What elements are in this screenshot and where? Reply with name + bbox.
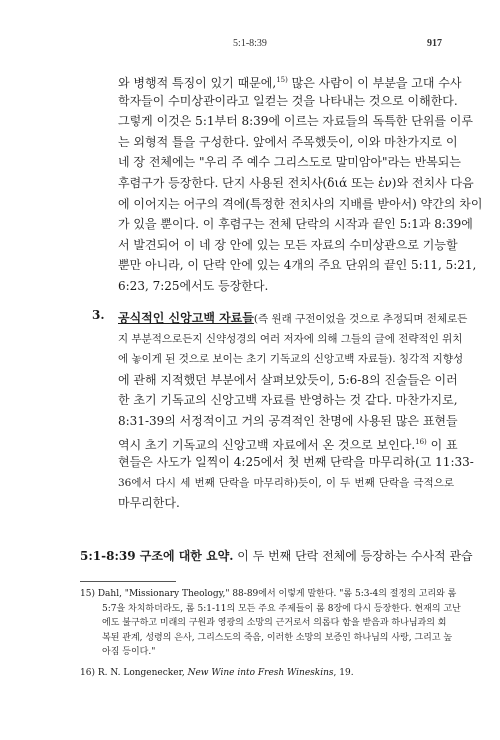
list-item-3 bbox=[118, 308, 474, 514]
footnote-15-line: 에도 불구하고 미래의 구원과 영광의 소망의 근거로서 의롭다 함을 받음과 하나님과의 회 bbox=[102, 618, 447, 629]
body-line: 에 이어지는 어구의 격에(특정한 전치사의 지배를 받아서) 약간의 차이 bbox=[118, 196, 483, 211]
footnote-divider bbox=[80, 581, 176, 582]
body-line: 서 발견되어 이 네 장 안에 있는 모든 자료의 수미상관으로 기능할 bbox=[118, 237, 458, 252]
body-line: 뿐만 아니라, 이 단락 안에 있는 4개의 주요 단위의 끝인 5:11, 5:21, bbox=[118, 258, 477, 273]
body-line: 와 병행적 특징이 있기 때문에,$^{15)}$ 많은 사람이 이 부분을 고대 수사 bbox=[118, 76, 462, 90]
summary-paragraph bbox=[80, 546, 473, 567]
list-line: 36에서 다시 세 번째 단락을 마무리하)듯이, 이 두 번째 단락을 극적으로 bbox=[118, 476, 454, 489]
body-paragraph bbox=[118, 70, 483, 297]
body-line: 6:23, 7:25에서도 등장한다. bbox=[118, 278, 269, 293]
list-line: 한 초기 기독교의 신앙고백 자료를 반영하는 것 같다. 마찬가지로, bbox=[118, 393, 458, 408]
list-line: 에 놓이게 된 것으로 보이는 초기 기독교의 신앙고백 자료들). 칭각적 지향성 bbox=[118, 353, 464, 366]
list-line: 지 부분적으로든지 신약성경의 여러 저자에 의해 그들의 글에 전략적인 위치 bbox=[118, 332, 463, 345]
footnote-15-line: 15) Dahl, "Missionary Theology," 88-89에서 이렇게 말한다. "롬 5:3-4의 절정의 고리와 롬 bbox=[80, 589, 457, 599]
item-title: 공식적인 신앙고백 자료들 bbox=[118, 311, 254, 325]
footnote-ref[interactable]: 15) bbox=[276, 76, 288, 84]
page-number: 917 bbox=[427, 38, 442, 49]
list-number: 3. bbox=[92, 308, 105, 322]
list-line: 역시 초기 기독교의 신앙고백 자료에서 온 것으로 보인다.$^{16)}$ 이 표 bbox=[118, 437, 458, 452]
footnote-15-line: 아짐 등이다." bbox=[102, 647, 156, 658]
summary-title: 5:1-8:39 구조에 대한 요약. bbox=[80, 549, 234, 563]
body-line: 가 있을 뿐이다. 이 후렴구는 전체 단락의 시작과 끝인 5:1과 8:39에 bbox=[118, 217, 473, 232]
page-header bbox=[0, 38, 500, 54]
body-line: 그렇게 이것은 5:1부터 8:39에 이르는 자료들의 독특한 단위를 이루 bbox=[118, 114, 473, 129]
footnote-15-line: 복된 관계, 성령의 은사, 그리스도의 죽음, 이러한 소망의 보증인 하나님의 사랑, 그리고 높 bbox=[102, 632, 453, 643]
footnote-15-line: 5:7을 차치하더라도, 롬 5:1-11의 모든 주요 주제들이 롬 8장에 다시 등장한다. 현재의 고난 bbox=[102, 603, 461, 614]
body-line: 는 외형적 틀을 구성한다. 앞에서 주목했듯이, 이와 마찬가지로 이 bbox=[118, 134, 458, 149]
list-line: 에 관해 지적했던 부분에서 살펴보았듯이, 5:6-8의 진술들은 이러 bbox=[118, 372, 458, 387]
footnote-16: 16) R. N. Longenecker, New Wine into Fresh Wineskins, 19. bbox=[80, 667, 354, 678]
body-line: 학자들이 수미상관이라고 일컫는 것을 나타내는 것으로 이해한다. bbox=[118, 93, 458, 108]
summary-line: 5:1-8:39 구조에 대한 요약. 이 두 번째 단락 전체에 등장하는 수사적 관습 bbox=[80, 549, 473, 563]
footnotes bbox=[80, 587, 461, 681]
list-line: 마무리한다. bbox=[118, 496, 180, 511]
body-line: 후렴구가 등장한다. 단지 사용된 전치사(διά 또는 ἐν)와 전치사 다음 bbox=[118, 175, 474, 190]
cited-title: New Wine into Fresh Wineskins bbox=[187, 667, 334, 678]
body-line: 네 장 전체에는 "우리 주 예수 그리스도로 말미암아"라는 반복되는 bbox=[118, 155, 461, 170]
footnote-ref[interactable]: 16) bbox=[415, 437, 427, 446]
running-head: 5:1-8:39 bbox=[233, 38, 267, 49]
list-line: 공식적인 신앙고백 자료들(즉 원래 구전이었을 것으로 추정되며 전체로든 bbox=[118, 311, 468, 325]
list-line: 현들은 사도가 일찍이 4:25에서 첫 번째 단락을 마무리하(고 11:33- bbox=[118, 455, 474, 470]
list-line: 8:31-39의 서정적이고 거의 공격적인 찬명에 사용된 많은 표현들 bbox=[118, 413, 458, 428]
